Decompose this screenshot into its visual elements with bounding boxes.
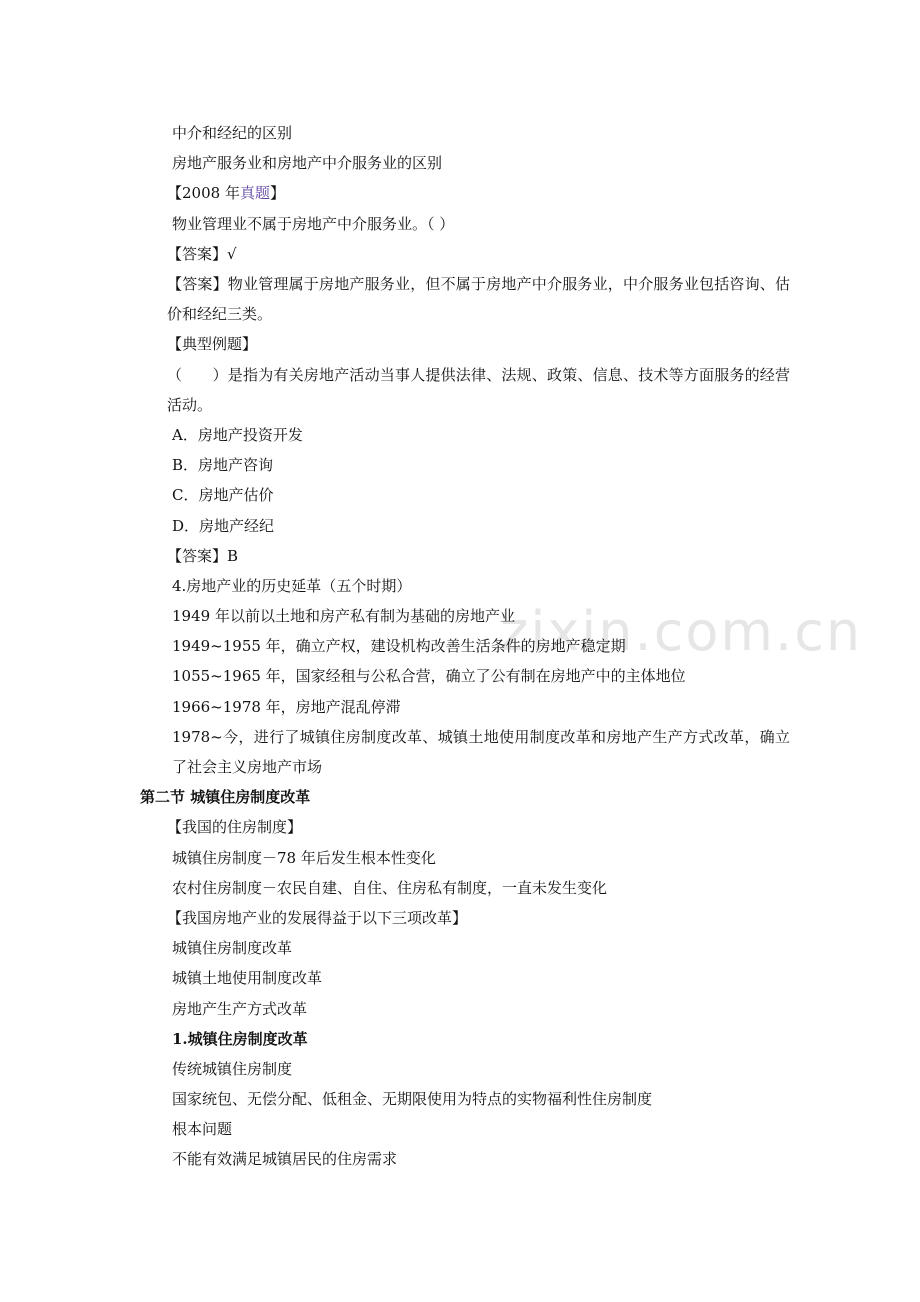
- text-line: （ ）是指为有关房地产活动当事人提供法律、法规、政策、信息、技术等方面服务的经营活动。: [167, 365, 790, 414]
- text-line: 城镇土地使用制度改革: [172, 969, 323, 988]
- text-line: 不能有效满足城镇居民的住房需求: [172, 1150, 398, 1169]
- text-line: [140, 178, 790, 208]
- text-line: 1949 年以前以土地和房产私有制为基础的房地产业: [172, 607, 515, 626]
- zhenti-link[interactable]: 真题: [239, 184, 270, 203]
- text-line: 传统城镇住房制度: [172, 1059, 293, 1078]
- document-body: [140, 118, 790, 1175]
- text-line: 房地产服务业和房地产中介服务业的区别: [172, 154, 443, 173]
- text-line: 【答案】B: [167, 546, 239, 565]
- text-line: 国家统包、无偿分配、低租金、无期限使用为特点的实物福利性住房制度: [172, 1090, 653, 1109]
- text-line: 【典型例题】: [167, 335, 258, 354]
- text-line: 1966~1978 年，房地产混乱停滞: [172, 697, 401, 716]
- text-line: 城镇住房制度－78 年后发生根本性变化: [172, 848, 436, 867]
- text-line: 【我国的住房制度】: [167, 818, 303, 837]
- text-line: 4.房地产业的历史延革（五个时期）: [172, 576, 412, 595]
- text-line: C．房地产估价: [172, 486, 274, 505]
- text-line: 1055~1965 年，国家经租与公私合营，确立了公有制在房地产中的主体地位: [172, 667, 686, 686]
- text-line: 城镇住房制度改革: [172, 939, 293, 958]
- text-line: D．房地产经纪: [172, 516, 275, 535]
- text-line: 房地产生产方式改革: [172, 999, 308, 1018]
- watermark: zixin.com.cn: [500, 600, 863, 663]
- text-fragment: 【2008 年: [167, 184, 240, 203]
- text-line: 【我国房地产业的发展得益于以下三项改革】: [167, 908, 468, 927]
- text-line: 1978~今，进行了城镇住房制度改革、城镇土地使用制度改革和房地产生产方式改革，确立了社会主义房地产市场: [172, 727, 790, 777]
- text-line: A．房地产投资开发: [172, 425, 303, 444]
- text-line: 中介和经纪的区别: [172, 124, 293, 142]
- text-line: 根本问题: [172, 1120, 233, 1139]
- text-line: 第二节 城镇住房制度改革: [140, 788, 311, 807]
- text-line: B．房地产咨询: [172, 456, 274, 475]
- text-line: 【答案】√: [167, 244, 237, 263]
- text-line: 1.城镇住房制度改革: [172, 1029, 308, 1048]
- text-line: 1949~1955 年，确立产权，建设机构改善生活条件的房地产稳定期: [172, 637, 626, 656]
- text-fragment: 】: [269, 184, 285, 203]
- text-line: 农村住房制度－农民自建、自住、住房私有制度，一直未发生变化: [172, 878, 608, 897]
- text-line: 【答案】物业管理属于房地产服务业，但不属于房地产中介服务业，中介服务业包括咨询、估价和经纪三类。: [167, 274, 790, 324]
- text-line: 物业管理业不属于房地产中介服务业。（ ）: [172, 214, 455, 233]
